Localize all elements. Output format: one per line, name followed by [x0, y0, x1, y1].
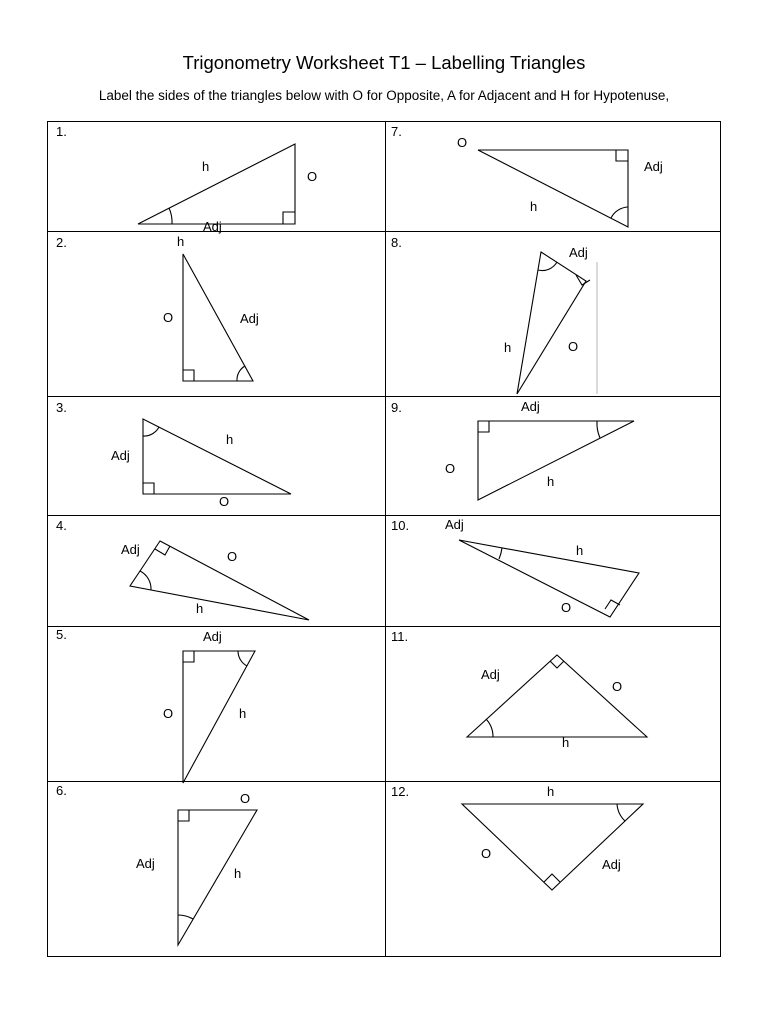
label-o: O [481, 846, 492, 861]
triangle-grid [47, 121, 721, 957]
label-h: h [562, 735, 570, 750]
label-adj: Adj [481, 667, 500, 682]
label-adj: Adj [569, 245, 588, 260]
worksheet-instructions: Label the sides of the triangles below with O for Opposite, A for Adjacent and H for Hypotenuse, [98, 88, 670, 103]
question-number: 11. [391, 629, 409, 644]
label-h: h [239, 706, 247, 721]
question-number: 1. [56, 124, 67, 139]
label-o: O [307, 169, 318, 184]
label-o: O [240, 791, 251, 806]
question-number: 8. [391, 235, 402, 250]
label-h: h [177, 234, 185, 249]
label-h: h [547, 784, 555, 799]
label-o: O [612, 679, 623, 694]
label-o: O [561, 600, 572, 615]
label-adj: Adj [644, 159, 663, 174]
worksheet-title: Trigonometry Worksheet T1 – Labelling Triangles [182, 52, 586, 73]
label-o: O [227, 549, 238, 564]
triangle-1 [138, 144, 295, 224]
question-number: 9. [391, 400, 402, 415]
label-adj: Adj [240, 311, 259, 326]
question-number: 4. [56, 518, 67, 533]
label-adj: Adj [121, 542, 140, 557]
question-number: 7. [391, 124, 402, 139]
label-adj: Adj [602, 857, 621, 872]
label-adj: Adj [111, 448, 130, 463]
triangle-4 [130, 541, 309, 620]
label-adj: Adj [445, 517, 464, 532]
triangle-7 [478, 150, 628, 227]
label-adj: Adj [136, 856, 155, 871]
triangle-9 [478, 421, 634, 500]
label-o: O [219, 494, 230, 509]
question-number: 3. [56, 400, 67, 415]
label-h: h [226, 432, 234, 447]
question-number: 6. [56, 783, 67, 798]
question-number: 12. [391, 784, 410, 799]
question-number: 5. [56, 627, 67, 642]
label-h: h [202, 159, 210, 174]
label-h: h [576, 543, 584, 558]
question-number: 10. [391, 518, 410, 533]
label-o: O [457, 135, 468, 150]
label-adj: Adj [521, 399, 540, 414]
label-o: O [445, 461, 456, 476]
triangle-3 [143, 419, 291, 494]
label-h: h [547, 474, 555, 489]
label-adj: Adj [203, 629, 222, 644]
triangle-6 [178, 810, 257, 945]
triangle-drawings [47, 121, 721, 957]
label-h: h [196, 601, 204, 616]
question-number: 2. [56, 235, 67, 250]
label-o: O [163, 310, 174, 325]
triangle-8 [517, 252, 597, 394]
label-h: h [234, 866, 242, 881]
label-h: h [530, 199, 538, 214]
label-o: O [163, 706, 174, 721]
triangle-10 [459, 540, 639, 617]
label-o: O [568, 339, 579, 354]
label-adj: Adj [203, 219, 222, 234]
label-h: h [504, 340, 512, 355]
